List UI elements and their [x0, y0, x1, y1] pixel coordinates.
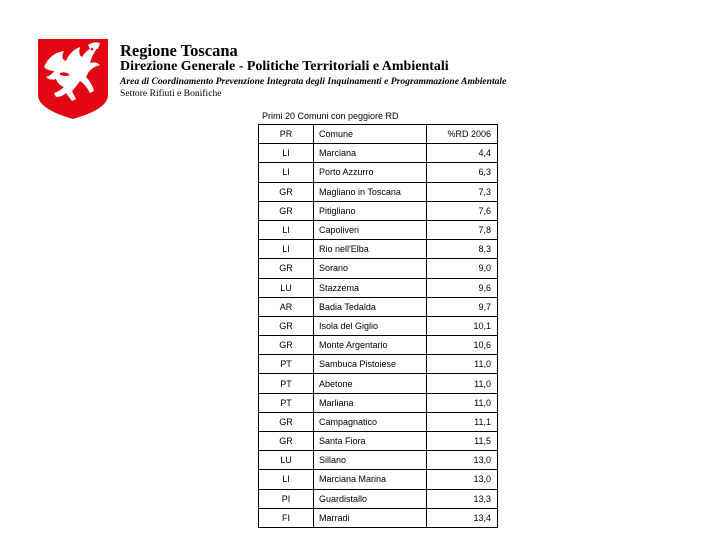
- column-header-municipality: Comune: [314, 125, 427, 144]
- table-row: [259, 336, 498, 355]
- table-caption: Primi 20 Comuni con peggiore RD: [262, 111, 399, 121]
- table-row: [259, 489, 498, 508]
- province-cell: LI: [259, 240, 314, 259]
- municipality-cell: Isola del Giglio: [314, 316, 427, 335]
- area-title: Area di Coordinamento Prevenzione Integrata degli Inquinamenti e Programmazione Ambientale: [120, 76, 507, 87]
- municipality-cell: Guardistallo: [314, 489, 427, 508]
- province-cell: LU: [259, 451, 314, 470]
- rd-percent-cell: 7,6: [427, 201, 498, 220]
- municipality-cell: Rio nell'Elba: [314, 240, 427, 259]
- ranking-table: [258, 124, 498, 528]
- table-row: [259, 297, 498, 316]
- municipality-cell: Santa Fiora: [314, 432, 427, 451]
- table-row: [259, 201, 498, 220]
- rd-percent-cell: 9,0: [427, 259, 498, 278]
- rd-percent-cell: 13,0: [427, 451, 498, 470]
- table-row: [259, 412, 498, 431]
- table-row: [259, 316, 498, 335]
- table-row: [259, 451, 498, 470]
- province-cell: LI: [259, 220, 314, 239]
- municipality-cell: Porto Azzurro: [314, 163, 427, 182]
- table-row: [259, 144, 498, 163]
- table-row: [259, 374, 498, 393]
- table-row: [259, 220, 498, 239]
- province-cell: AR: [259, 297, 314, 316]
- rd-percent-cell: 13,4: [427, 508, 498, 527]
- table-row: [259, 278, 498, 297]
- rd-percent-cell: 10,6: [427, 336, 498, 355]
- rd-percent-cell: 8,3: [427, 240, 498, 259]
- rd-percent-cell: 9,7: [427, 297, 498, 316]
- rd-percent-cell: 11,5: [427, 432, 498, 451]
- municipality-cell: Stazzema: [314, 278, 427, 297]
- province-cell: LI: [259, 163, 314, 182]
- municipality-cell: Campagnatico: [314, 412, 427, 431]
- province-cell: GR: [259, 316, 314, 335]
- table-row: [259, 432, 498, 451]
- municipality-cell: Sambuca Pistoiese: [314, 355, 427, 374]
- province-cell: PT: [259, 393, 314, 412]
- department-title: Direzione Generale - Politiche Territoriali e Ambientali: [120, 59, 449, 74]
- table-header-row: [259, 125, 498, 144]
- rd-percent-cell: 11,1: [427, 412, 498, 431]
- municipality-cell: Marliana: [314, 393, 427, 412]
- rd-percent-cell: 7,3: [427, 182, 498, 201]
- municipality-cell: Badia Tedalda: [314, 297, 427, 316]
- table-row: [259, 470, 498, 489]
- municipality-cell: Marradi: [314, 508, 427, 527]
- province-cell: LI: [259, 470, 314, 489]
- municipality-cell: Capoliveri: [314, 220, 427, 239]
- rd-percent-cell: 13,0: [427, 470, 498, 489]
- municipality-cell: Magliano in Toscana: [314, 182, 427, 201]
- municipality-cell: Marciana: [314, 144, 427, 163]
- sector-title: Settore Rifiuti e Bonifiche: [120, 88, 222, 99]
- municipality-cell: Sillano: [314, 451, 427, 470]
- table-row: [259, 355, 498, 374]
- province-cell: FI: [259, 508, 314, 527]
- rd-percent-cell: 6,3: [427, 163, 498, 182]
- rd-percent-cell: 10,1: [427, 316, 498, 335]
- table-row: [259, 240, 498, 259]
- rd-percent-cell: 11,0: [427, 355, 498, 374]
- rd-percent-cell: 9,6: [427, 278, 498, 297]
- province-cell: PI: [259, 489, 314, 508]
- table-row: [259, 163, 498, 182]
- rd-percent-cell: 11,0: [427, 393, 498, 412]
- organization-title: Regione Toscana: [120, 41, 238, 60]
- province-cell: GR: [259, 182, 314, 201]
- province-cell: LI: [259, 144, 314, 163]
- province-cell: LU: [259, 278, 314, 297]
- province-cell: PT: [259, 355, 314, 374]
- municipality-cell: Monte Argentario: [314, 336, 427, 355]
- municipality-cell: Pitigliano: [314, 201, 427, 220]
- column-header-rd-percent: %RD 2006: [427, 125, 498, 144]
- column-header-province: PR: [259, 125, 314, 144]
- rd-percent-cell: 13,3: [427, 489, 498, 508]
- province-cell: PT: [259, 374, 314, 393]
- table-row: [259, 393, 498, 412]
- table-row: [259, 259, 498, 278]
- table-row: [259, 182, 498, 201]
- municipality-cell: Marciana Marina: [314, 470, 427, 489]
- province-cell: GR: [259, 412, 314, 431]
- province-cell: GR: [259, 336, 314, 355]
- municipality-cell: Sorano: [314, 259, 427, 278]
- rd-percent-cell: 4,4: [427, 144, 498, 163]
- municipality-cell: Abetone: [314, 374, 427, 393]
- rd-percent-cell: 7,8: [427, 220, 498, 239]
- province-cell: GR: [259, 259, 314, 278]
- rd-percent-cell: 11,0: [427, 374, 498, 393]
- province-cell: GR: [259, 201, 314, 220]
- table-row: [259, 508, 498, 527]
- pegasus-icon: [36, 37, 110, 121]
- table-body: [259, 144, 498, 528]
- province-cell: GR: [259, 432, 314, 451]
